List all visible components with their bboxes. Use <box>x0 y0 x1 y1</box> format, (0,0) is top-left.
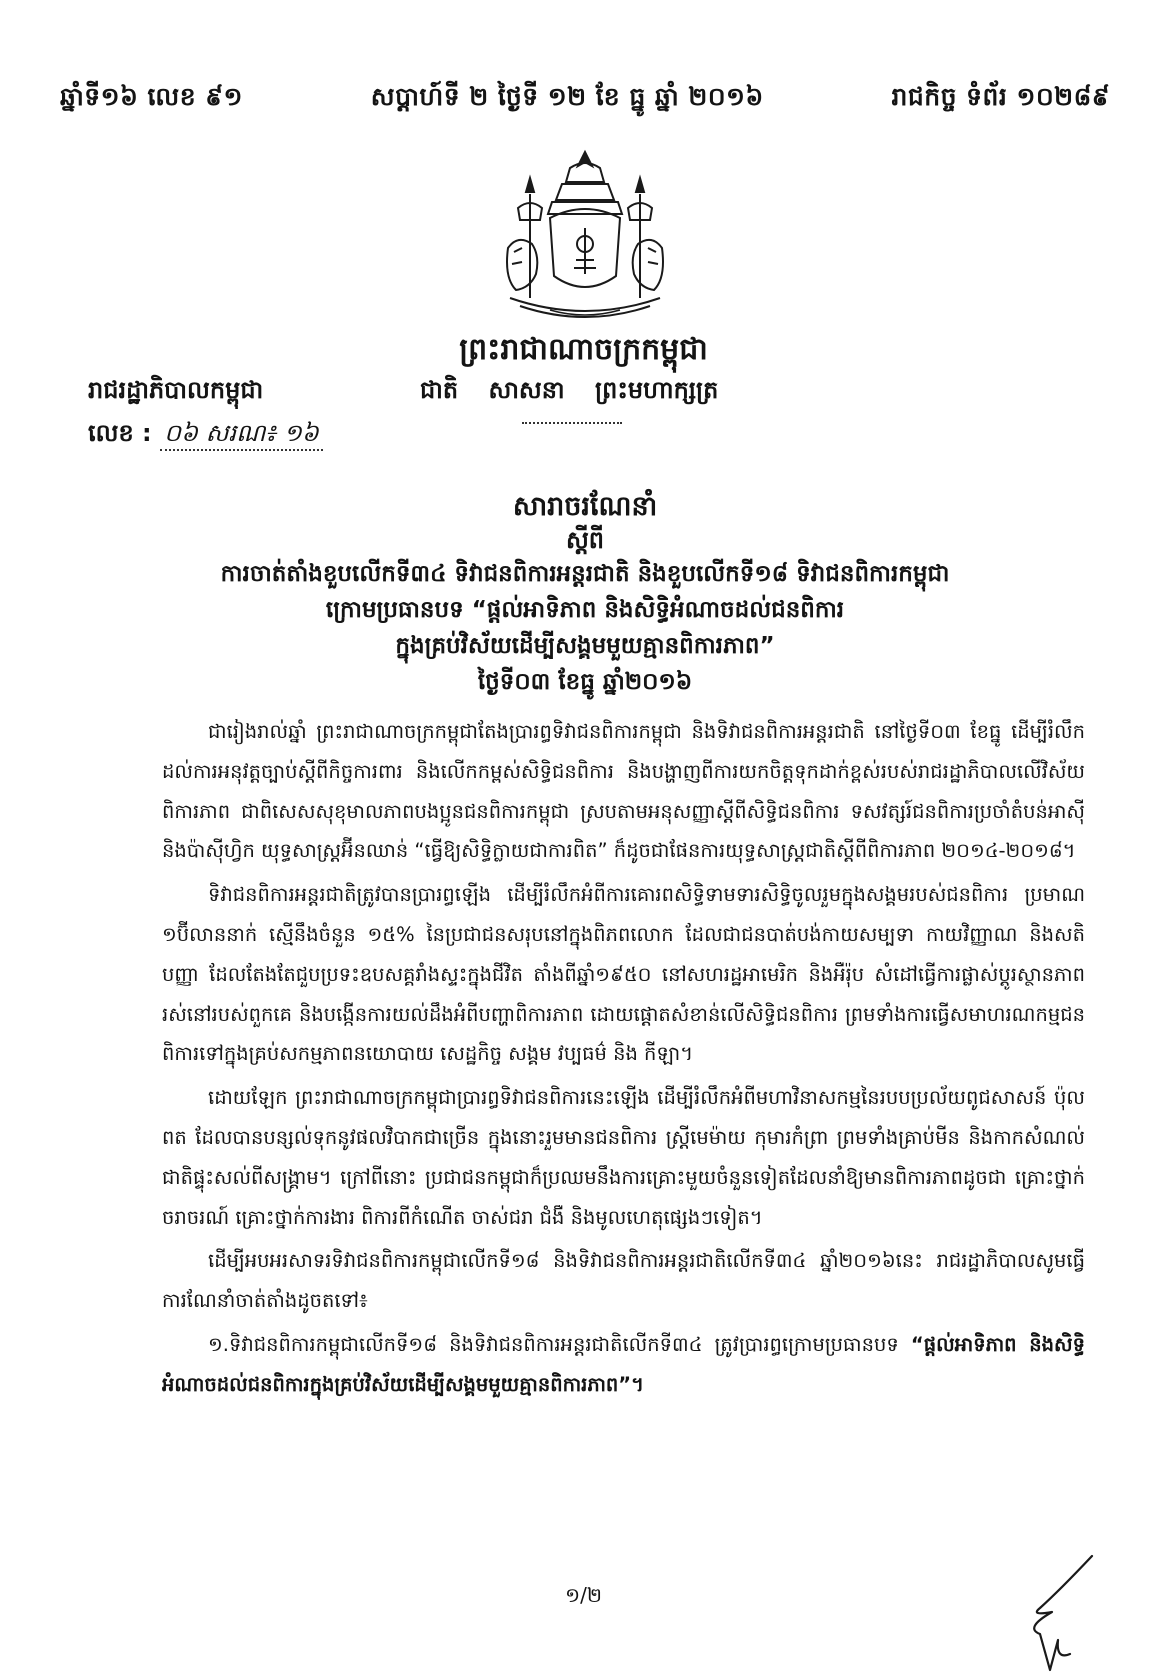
royal-coat-of-arms-emblem <box>490 148 680 326</box>
gazette-year-issue: ឆ្នាំទី១៦ លេខ ៩១ <box>60 82 243 111</box>
title-date: ថ្ងៃទី០៣ ខែធ្នូ ឆ្នាំ២០១៦ <box>477 669 693 695</box>
handwritten-signature <box>1000 1550 1150 1680</box>
directive-1-lead: ១.ទិវាជនពិការកម្ពុជាលើកទី១៨ និងទិវាជនពិការអន្តរជាតិលើកទី៣៤ ត្រូវប្រារព្ធក្រោមប្រធានបទ <box>208 1332 911 1356</box>
title-line-3: ក្នុងគ្រប់វិស័យដើម្បីសង្គមមួយគ្មានពិការភាព” <box>395 633 775 659</box>
directive-1-theme: “ផ្តល់អាទិភាព និងសិទ្ធិអំណាចដល់ជនពិការក្នុងគ្រប់វិស័យដើម្បីសង្គមមួយគ្មានពិការភាព”។ <box>162 1332 1086 1396</box>
motto-divider <box>522 422 622 424</box>
issuing-authority: រាជរដ្ឋាភិបាលកម្ពុជា <box>88 376 264 404</box>
document-title-block <box>120 490 1050 700</box>
page-number: ១/២ <box>564 1583 602 1607</box>
title-line-2: ក្រោមប្រធានបទ “ផ្តល់អាទិភាព និងសិទ្ធិអំណាចដល់ជនពិការ <box>325 597 845 623</box>
document-body <box>162 712 1085 1409</box>
body-paragraph-1: ជារៀងរាល់ឆ្នាំ ព្រះរាជាណាចក្រកម្ពុជាតែងប្រារព្ធទិវាជនពិការកម្ពុជា និងទិវាជនពិការអន្តរជាតិ នៅថ្ងៃទី០៣ ខែធ្នូ ដើម្បីរំលឹកដល់ការអនុវត្តច្បាប់ស្តីពីកិច្ចការពារ និងលើកកម្ពស់សិទ្ធិជនពិការ និងបង្ហាញពីការយកចិត្តទុកដាក់ខ្ពស់របស់រាជរដ្ឋាភិបាលលើវិស័យពិការភាព ជាពិសេសសុខុមាលភាពបងប្អូនជនពិការកម្ពុជា ស្របតាមអនុសញ្ញាស្តីពីសិទ្ធិជនពិការ ទសវត្សរ៍ជនពិការប្រចាំតំបន់អាស៊ី និងប៉ាស៊ីហ្វិក យុទ្ធសាស្ត្រអ៊ីនឈាន់ “ធ្វើឱ្យសិទ្ធិក្លាយជាការពិត” ក៏ដូចជាផែនការយុទ្ធសាស្ត្រជាតិស្តីពីពិការភាព ២០១៤-២០១៨។ <box>162 720 1085 863</box>
reference-value: ០៦ សរណ៖ ១៦ <box>160 419 323 451</box>
body-paragraph-4: ដើម្បីអបអរសាទរទិវាជនពិការកម្ពុជាលើកទី១៨ និងទិវាជនពិការអន្តរជាតិលើកទី៣៤ ឆ្នាំ២០១៦នេះ រាជរដ្ឋាភិបាលសូមធ្វើការណែនាំចាត់តាំងដូចតទៅ៖ <box>162 1249 1085 1313</box>
document-type: សារាចរណែនាំ <box>512 491 658 522</box>
body-paragraph-5 <box>162 1325 1085 1405</box>
body-paragraph-3: ដោយឡែក ព្រះរាជាណាចក្រកម្ពុជាប្រារព្ធទិវាជនពិការនេះឡើង ដើម្បីរំលឹកអំពីមហាវិនាសកម្មនៃរបបប្រល័យពូជសាសន៍ ប៉ុល ពត ដែលបានបន្សល់ទុកនូវផលវិបាកជាច្រើន ក្នុងនោះរួមមានជនពិការ ស្ត្រីមេម៉ាយ កុមារកំព្រា ព្រមទាំងគ្រាប់មីន និងកាកសំណល់ជាតិផ្ទុះសល់ពីសង្គ្រាម។ ក្រៅពីនោះ ប្រជាជនកម្ពុជាក៏ប្រឈមនឹងការគ្រោះមួយចំនួនទៀតដែលនាំឱ្យមានពិការភាពដូចជា គ្រោះថ្នាក់ចរាចរណ៍ គ្រោះថ្នាក់ការងារ ពិការពីកំណើត ចាស់ជរា ជំងឺ និងមូលហេតុផ្សេងៗទៀត។ <box>162 1086 1085 1229</box>
reference-number <box>88 418 323 453</box>
body-paragraph-2: ទិវាជនពិការអន្តរជាតិត្រូវបានប្រារព្ធឡើង ដើម្បីរំលឹកអំពីការគោរពសិទ្ធិទាមទារសិទ្ធិចូលរួមក្នុងសង្គមរបស់ជនពិការ ប្រមាណ ១ប៊ីលាននាក់ ស្មើនឹងចំនួន ១៥% នៃប្រជាជនសរុបនៅក្នុងពិភពលោក ដែលជាជនបាត់បង់កាយសម្បទា កាយវិញ្ញាណ និងសតិបញ្ញា ដែលតែងតែជួបប្រទះឧបសគ្គរាំងស្ទះក្នុងជីវិត តាំងពីឆ្នាំ១៩៥០ នៅសហរដ្ឋអាមេរិក និងអឺរ៉ុប សំដៅធ្វើការផ្លាស់ប្តូរស្ថានភាពរស់នៅរបស់ពួកគេ និងបង្កើនការយល់ដឹងអំពីបញ្ហាពិការភាព ដោយផ្តោតសំខាន់លើសិទ្ធិជនពិការ ព្រមទាំងការធ្វើសមាហរណកម្មជនពិការទៅក្នុងគ្រប់សកម្មភាពនយោបាយ សេដ្ឋកិច្ច សង្គម វប្បធម៌ និង កីឡា។ <box>162 883 1085 1066</box>
gazette-page-ref: រាជកិច្ច ទំព័រ ១០២៨៩ <box>891 82 1110 111</box>
title-about: ស្តីពី <box>565 526 605 554</box>
title-line-1: ការចាត់តាំងខួបលើកទី៣៤ ទិវាជនពិការអន្តរជាតិ និងខួបលើកទី១៨ ទិវាជនពិការកម្ពុជា <box>220 561 950 587</box>
reference-label: លេខ : <box>88 419 152 447</box>
national-motto: ជាតិ សាសនា ព្រះមហាក្សត្រ <box>420 376 719 404</box>
kingdom-name: ព្រះរាជាណាចក្រកម្ពុជា <box>459 332 708 367</box>
gazette-date: សប្តាហ៍ទី ២ ថ្ងៃទី ១២ ខែ ធ្នូ ឆ្នាំ ២០១៦ <box>370 82 764 111</box>
gazette-header <box>60 82 1110 118</box>
